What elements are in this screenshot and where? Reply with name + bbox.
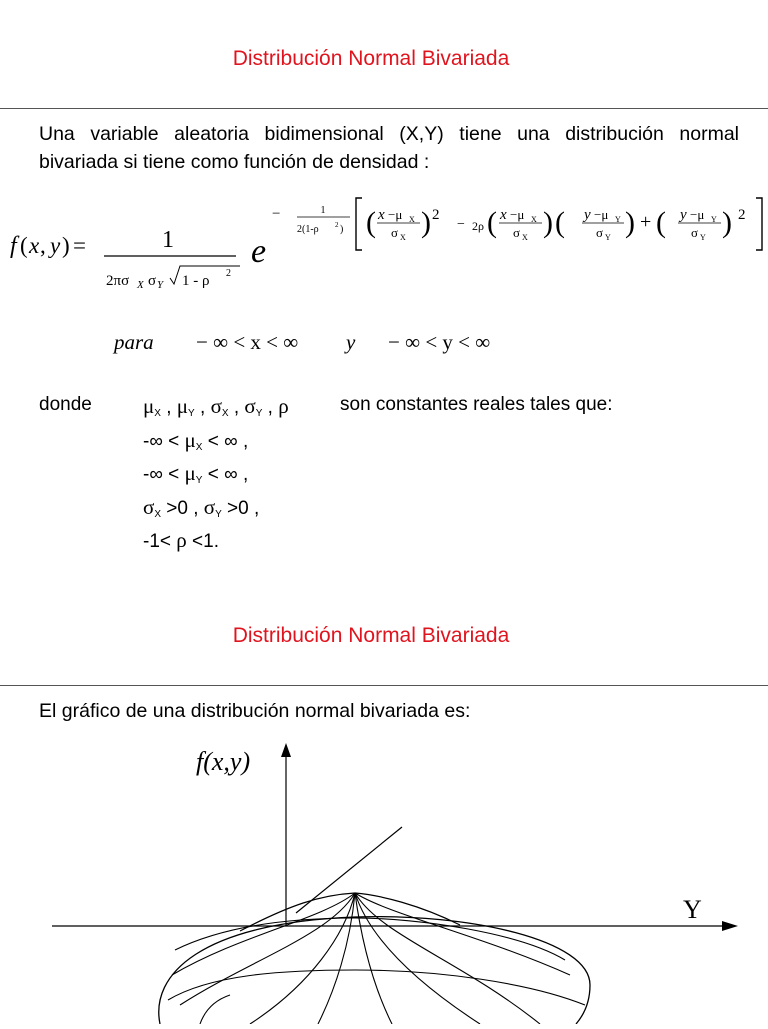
svg-text:1 - ρ: 1 - ρ	[182, 273, 210, 289]
svg-text:2: 2	[432, 207, 440, 223]
parameter-list: $\mu_X$ , $\mu_Y$ , $\sigma_X$ , $\sigma_Y$ , ρ	[143, 394, 289, 419]
range-x: − ∞ < x < ∞	[196, 330, 299, 354]
svg-text:y: y	[680, 207, 687, 223]
divider	[0, 108, 768, 109]
svg-text:x: x	[29, 233, 40, 258]
svg-text:f: f	[10, 233, 17, 259]
svg-text:2ρ: 2ρ	[472, 219, 484, 233]
intro-paragraph: Una variable aleatoria bidimensional (X,Y) tiene una distribución normal bivariada si tiene como función de densidad :	[39, 123, 739, 173]
bivariate-normal-graph	[0, 735, 768, 1029]
svg-text:σ: σ	[391, 225, 399, 240]
svg-text:y: y	[50, 233, 61, 258]
svg-text:σ: σ	[513, 225, 521, 240]
range-para: para	[114, 330, 154, 354]
parameter-statement: son constantes reales tales que:	[340, 394, 613, 415]
svg-text:(: (	[487, 206, 497, 239]
condition-mu-y: -∞ < $\mu_Y$ < ∞ ,	[143, 461, 249, 486]
svg-text:): )	[340, 224, 344, 235]
condition-mu-x: -∞ < $\mu_X$ < ∞ ,	[143, 428, 249, 453]
svg-text:=: =	[73, 233, 86, 258]
condition-rho: -1< ρ <1.	[143, 528, 219, 552]
svg-text:+: +	[640, 211, 652, 233]
svg-text:): )	[543, 206, 553, 239]
svg-text:σ: σ	[596, 225, 604, 240]
svg-text:x: x	[378, 207, 385, 223]
y-axis-label: Y	[683, 895, 702, 924]
svg-text:X: X	[400, 233, 406, 242]
svg-text:−μ: −μ	[388, 207, 403, 222]
svg-text:X: X	[522, 233, 528, 242]
svg-text:−μ: −μ	[594, 207, 609, 222]
svg-text:x: x	[500, 207, 507, 223]
svg-text:Y: Y	[700, 233, 706, 242]
svg-text:σ: σ	[691, 225, 699, 240]
svg-text:Y: Y	[157, 279, 164, 290]
svg-text:Y: Y	[605, 233, 611, 242]
condition-sigma: $\sigma_X >0$ , $\sigma_Y >0$ ,	[143, 495, 260, 520]
svg-text:Y: Y	[615, 215, 621, 224]
svg-text:e: e	[251, 233, 267, 270]
svg-text:2: 2	[738, 207, 746, 223]
svg-text:−μ: −μ	[510, 207, 525, 222]
svg-text:(: (	[656, 206, 666, 239]
svg-text:): )	[625, 206, 635, 239]
svg-text:1: 1	[162, 227, 174, 253]
svg-text:,: ,	[40, 233, 46, 258]
svg-text:y: y	[584, 207, 591, 223]
slide2-title: Distribución Normal Bivariada	[232, 624, 510, 647]
svg-text:2: 2	[335, 221, 339, 229]
density-formula	[0, 190, 768, 295]
svg-text:): )	[722, 206, 732, 239]
svg-text:2(1-ρ: 2(1-ρ	[297, 224, 319, 235]
svg-text:1: 1	[320, 205, 326, 216]
svg-text:X: X	[409, 215, 415, 224]
svg-text:): )	[62, 233, 70, 258]
svg-text:−: −	[457, 217, 465, 232]
svg-text:(: (	[20, 233, 28, 258]
svg-text:Y: Y	[711, 215, 717, 224]
donde-label: donde	[39, 394, 92, 415]
z-axis-label: f(x,y)	[196, 747, 251, 776]
svg-text:X: X	[531, 215, 537, 224]
graph-intro: El gráfico de una distribución normal bivariada es:	[39, 700, 471, 722]
svg-text:2: 2	[226, 268, 231, 279]
svg-text:): )	[421, 206, 431, 239]
range-conj: y	[346, 330, 356, 354]
divider-2	[0, 685, 768, 686]
svg-text:−μ: −μ	[690, 207, 705, 222]
svg-text:2πσ: 2πσ	[106, 273, 130, 289]
slide-title: Distribución Normal Bivariada	[232, 47, 510, 70]
range-y: − ∞ < y < ∞	[388, 330, 491, 354]
svg-text:(: (	[366, 206, 376, 239]
svg-text:X: X	[137, 279, 144, 290]
svg-text:σ: σ	[148, 273, 157, 289]
svg-text:−: −	[272, 206, 281, 222]
svg-text:(: (	[555, 206, 565, 239]
